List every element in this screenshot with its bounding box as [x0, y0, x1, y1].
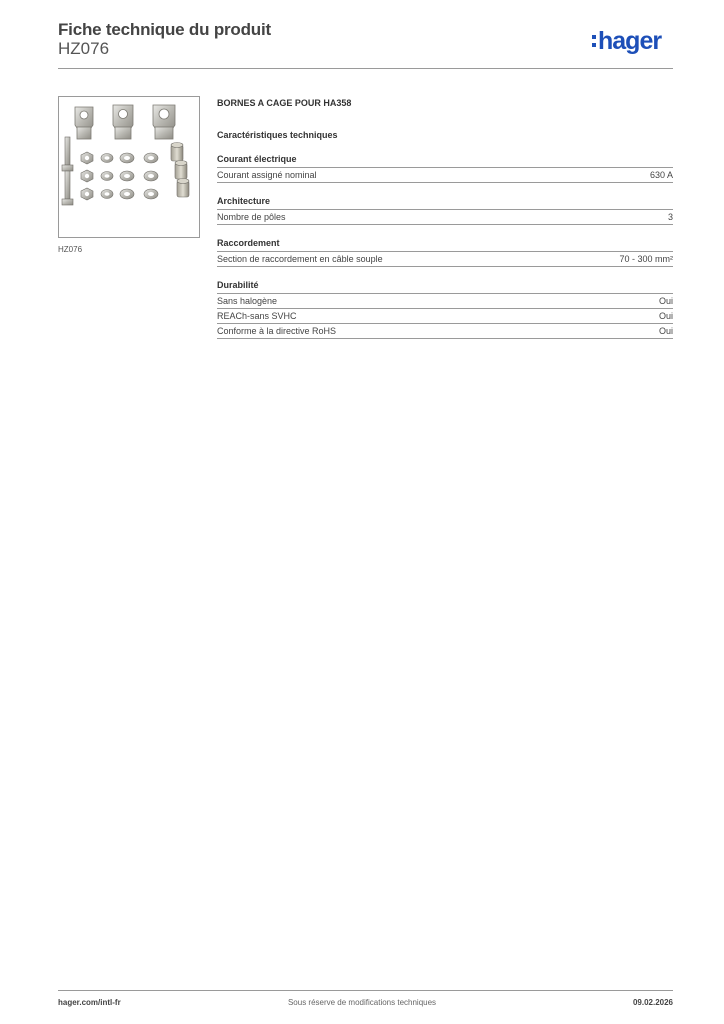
- spec-row: [217, 168, 673, 183]
- spec-label: Sans halogène: [217, 296, 278, 306]
- footer-divider: [58, 990, 673, 991]
- spec-row: [217, 294, 673, 309]
- spec-group-title: Durabilité: [217, 279, 673, 294]
- bolt: [62, 137, 73, 205]
- spec-value: 3: [667, 212, 673, 222]
- spec-group-raccordement: [217, 237, 673, 267]
- page-title: Fiche technique du produit: [58, 20, 271, 39]
- product-image: [58, 96, 200, 238]
- spec-label: Nombre de pôles: [217, 212, 286, 222]
- spec-label: Section de raccordement en câble souple: [217, 254, 383, 264]
- hardware-row: [81, 170, 158, 182]
- footer-website-link[interactable]: hager.com/intl-fr: [58, 998, 121, 1007]
- cage-terminal: [113, 105, 133, 139]
- spec-group-durabilite: [217, 279, 673, 339]
- spec-value: Oui: [658, 296, 673, 306]
- hager-logo: [592, 26, 661, 56]
- specifications-panel: [217, 97, 673, 339]
- logo-colon-icon: [592, 35, 596, 47]
- spec-group-title: Courant électrique: [217, 153, 673, 168]
- spec-row: [217, 252, 673, 267]
- specs-heading: Caractéristiques techniques: [217, 130, 338, 140]
- header-divider: [58, 68, 673, 69]
- cage-terminal: [153, 105, 175, 139]
- footer-date: 09.02.2026: [632, 998, 673, 1007]
- spec-value: Oui: [658, 311, 673, 321]
- spec-label: REACh-sans SVHC: [217, 311, 297, 321]
- spec-row: [217, 210, 673, 225]
- spec-label: Courant assigné nominal: [217, 170, 317, 180]
- spec-value: 70 - 300 mm²: [619, 254, 673, 264]
- spec-row: [217, 324, 673, 339]
- product-name: BORNES A CAGE POUR HA358: [217, 98, 352, 108]
- image-caption: HZ076: [58, 245, 83, 254]
- cage-terminals-illustration: [59, 97, 199, 237]
- hardware-row: [81, 152, 158, 164]
- footer-notice: Sous réserve de modifications techniques: [287, 998, 437, 1007]
- spec-value: Oui: [658, 326, 673, 336]
- cage-terminal: [75, 107, 93, 139]
- product-reference: HZ076: [58, 39, 110, 58]
- spec-label: Conforme à la directive RoHS: [217, 326, 337, 336]
- logo-wordmark: hager: [598, 27, 662, 55]
- hardware-row: [81, 188, 158, 200]
- spec-row: [217, 309, 673, 324]
- spec-group-title: Architecture: [217, 195, 673, 210]
- spec-group-architecture: [217, 195, 673, 225]
- spec-group-title: Raccordement: [217, 237, 673, 252]
- spec-group-courant: [217, 153, 673, 183]
- sleeve: [171, 143, 189, 198]
- spec-value: 630 A: [649, 170, 673, 180]
